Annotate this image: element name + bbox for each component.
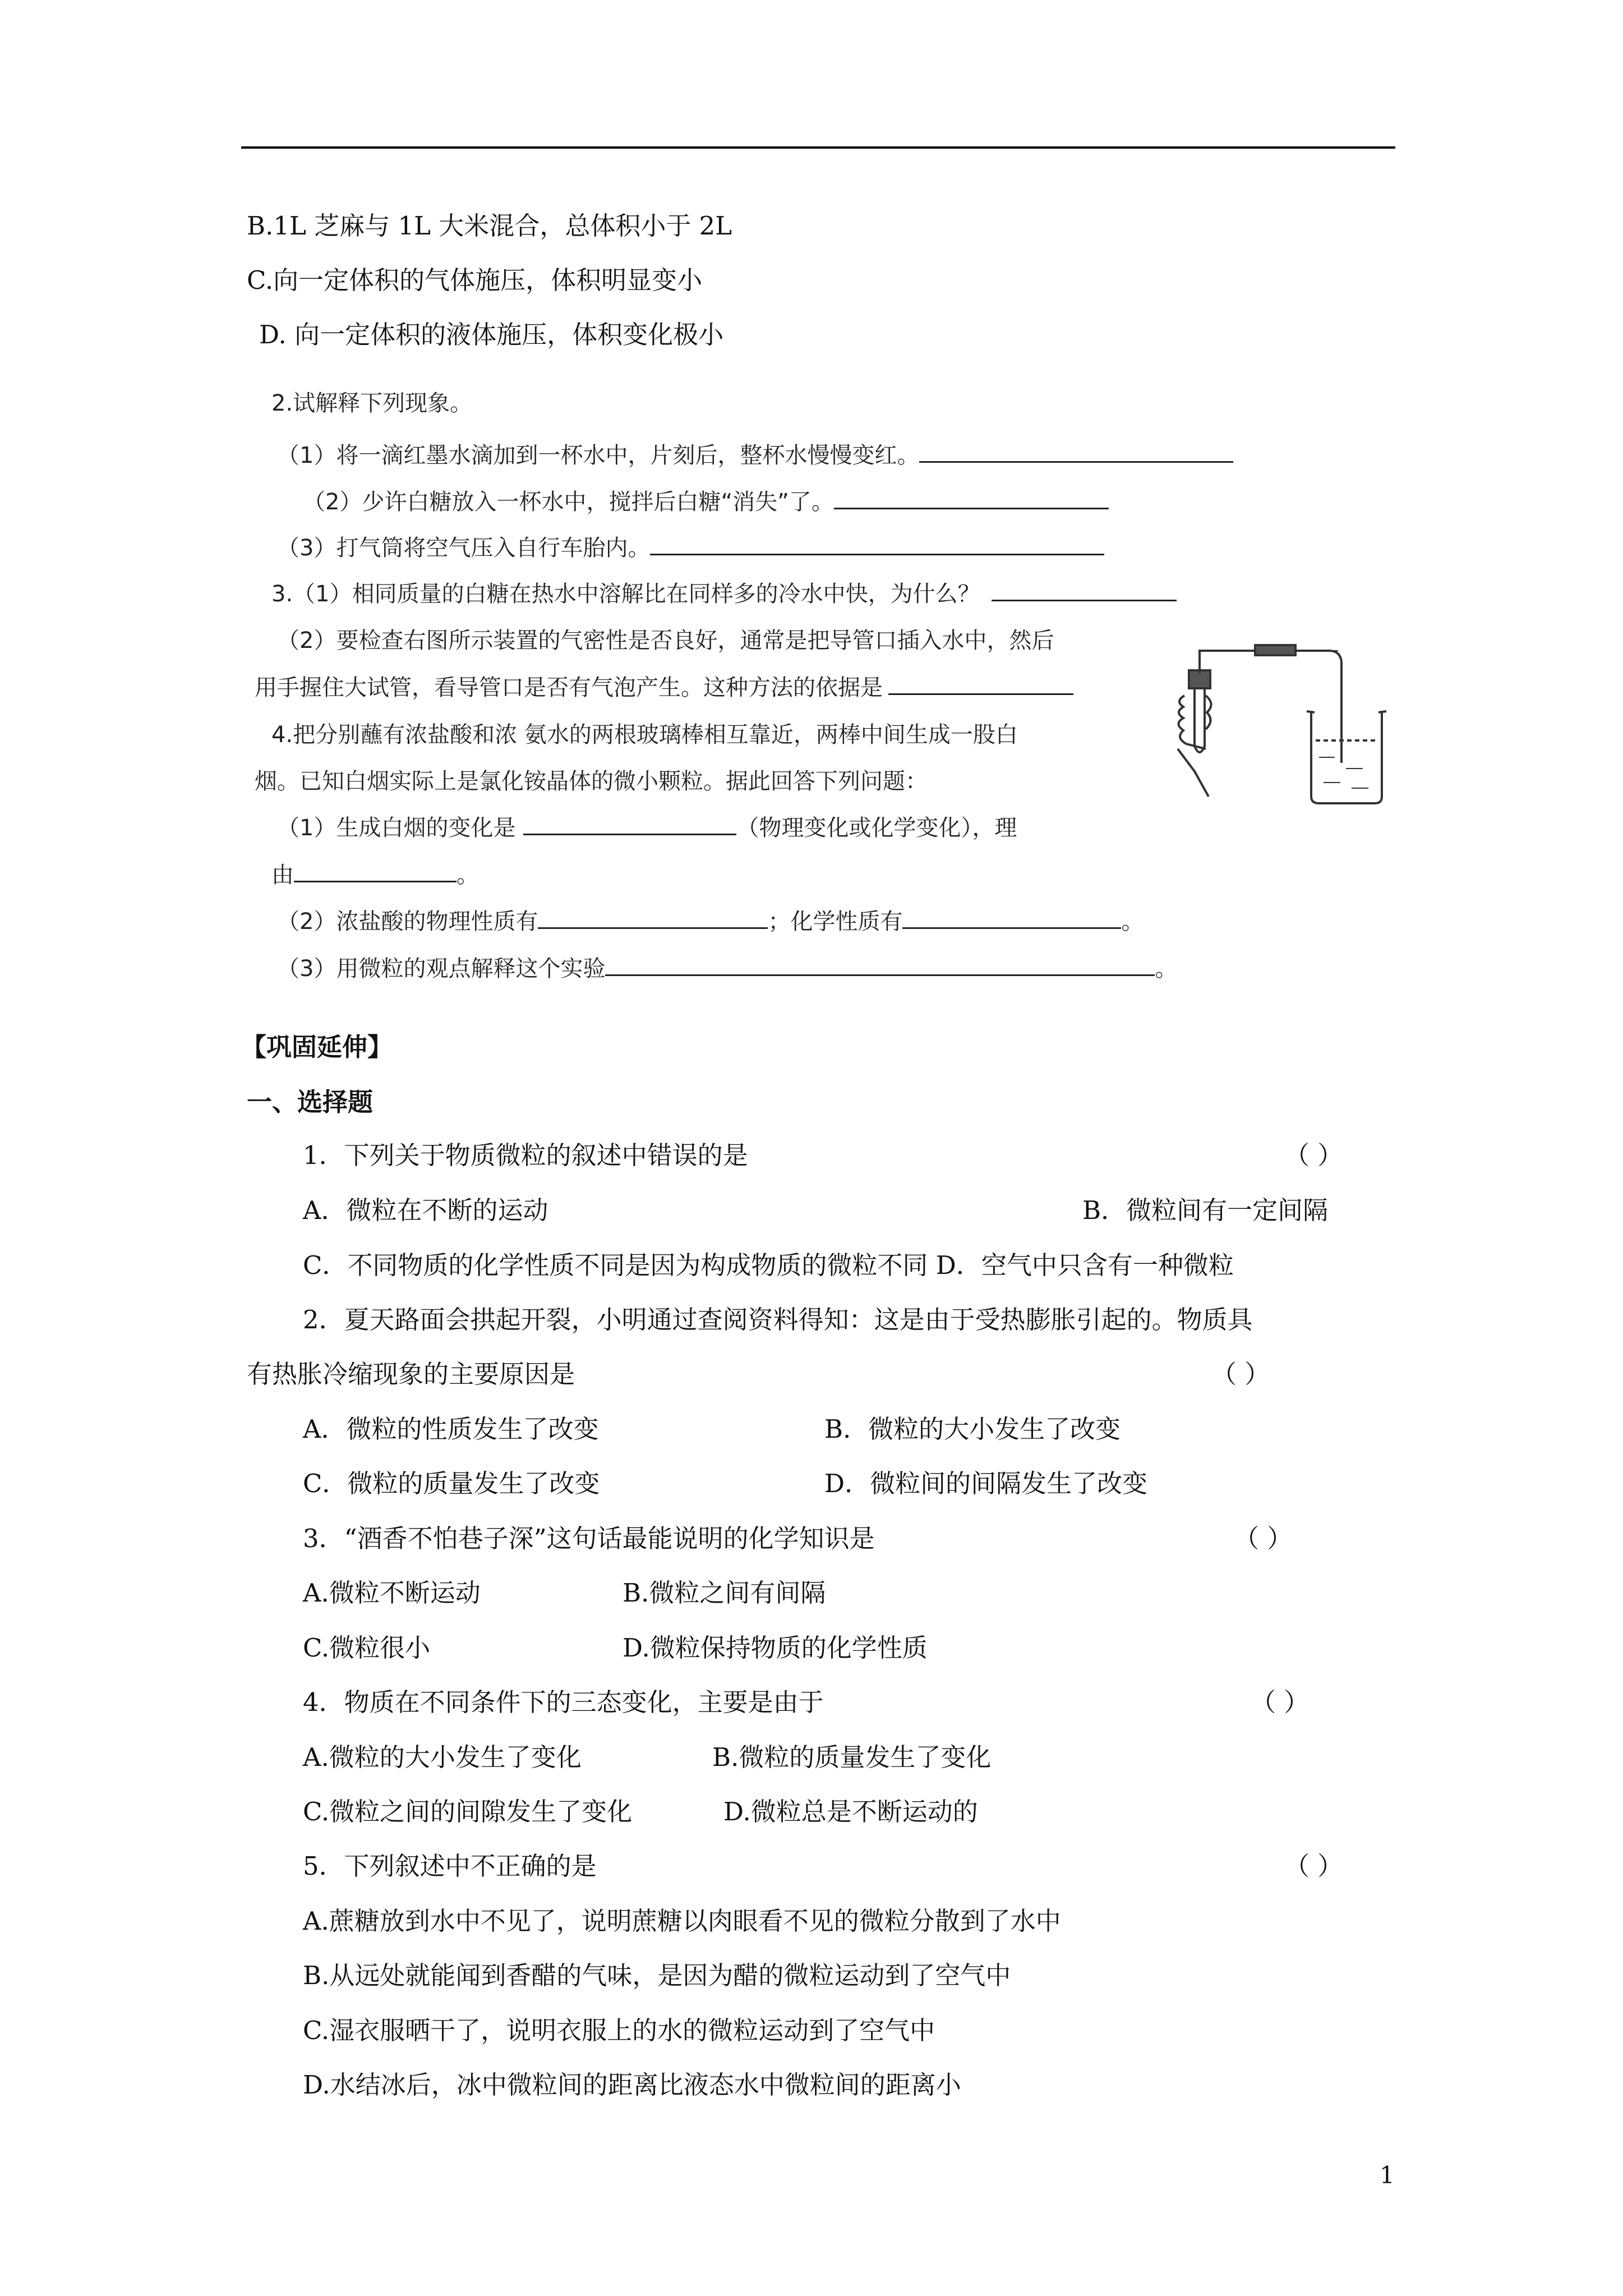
prev-option-d: D. 向一定体积的液体施压，体积变化极小	[259, 320, 724, 349]
answer-paren[interactable]: （ ）	[1284, 1851, 1343, 1881]
q2-sub-1: （1）将一滴红墨水滴加到一杯水中，片刻后，整杯水慢慢变红。	[277, 439, 1233, 472]
header-rule	[241, 146, 1395, 149]
q2-sub-2: （2）少许白糖放入一杯水中，搅拌后白糖“消失”了。	[303, 485, 1109, 519]
answer-blank[interactable]	[605, 952, 1155, 976]
mc-q3-option-b: B.微粒之间有间隔	[623, 1578, 826, 1608]
mc-q1-option-cd: C．不同物质的化学性质不同是因为构成物质的微粒不同 D．空气中只含有一种微粒	[303, 1250, 1234, 1280]
answer-paren[interactable]: （ ）	[1234, 1524, 1293, 1553]
answer-paren[interactable]: （ ）	[1284, 1140, 1343, 1170]
mc-q4-option-b: B.微粒的质量发生了变化	[712, 1742, 992, 1772]
section-subheading: 一、选择题	[247, 1087, 374, 1117]
q2-title: 2.试解释下列现象。	[271, 390, 473, 416]
mc-q2-option-b: B．微粒的大小发生了改变	[824, 1414, 1121, 1444]
mc-q3-option-d: D.微粒保持物质的化学性质	[623, 1633, 928, 1663]
mc-q2-stem-2: 有热胀冷缩现象的主要原因是	[247, 1359, 575, 1389]
answer-blank[interactable]	[902, 905, 1121, 929]
mc-q3-option-a: A.微粒不断运动	[303, 1578, 481, 1608]
mc-q1-option-b: B．微粒间有一定间隔	[1082, 1195, 1329, 1225]
q3-sub-2a: （2）要检查右图所示装置的气密性是否良好，通常是把导管口插入水中，然后	[277, 628, 1054, 654]
q2-sub-3: （3）打气筒将空气压入自行车胎内。	[277, 531, 1104, 565]
answer-paren[interactable]: （ ）	[1211, 1359, 1270, 1389]
q4-sub-1-reason: 由 。	[271, 858, 479, 892]
mc-q3-option-c: C.微粒很小	[303, 1633, 431, 1663]
q4-line-2: 烟。已知白烟实际上是氯化铵晶体的微小颗粒。据此回答下列问题：	[255, 769, 928, 794]
answer-blank[interactable]	[650, 531, 1104, 555]
page-number: 1	[1380, 2161, 1395, 2189]
apparatus-figure	[1172, 628, 1396, 808]
q4-line-1: 4.把分别蘸有浓盐酸和浓 氨水的两根玻璃棒相互靠近，两棒中间生成一股白	[271, 722, 1018, 748]
prev-option-c: C.向一定体积的气体施压，体积明显变小	[247, 265, 703, 295]
answer-blank[interactable]	[992, 577, 1177, 601]
mc-q5-option-a: A.蔗糖放到水中不见了，说明蔗糖以肉眼看不见的微粒分散到了水中	[303, 1906, 1061, 1936]
answer-blank[interactable]	[919, 439, 1233, 463]
mc-q4-option-a: A.微粒的大小发生了变化	[303, 1742, 582, 1772]
mc-q3-stem: 3．“酒香不怕巷子深”这句话最能说明的化学知识是	[303, 1524, 875, 1553]
q4-sub-2: （2）浓盐酸的物理性质有 ；化学性质有 。	[277, 905, 1144, 938]
mc-q4-stem: 4．物质在不同条件下的三态变化，主要是由于	[303, 1687, 824, 1717]
mc-q2-option-c: C．微粒的质量发生了改变	[303, 1469, 600, 1498]
mc-q5-stem: 5．下列叙述中不正确的是	[303, 1851, 597, 1881]
mc-q5-option-b: B.从远处就能闻到香醋的气味，是因为醋的微粒运动到了空气中	[303, 1961, 1011, 1990]
mc-q2-stem-1: 2．夏天路面会拱起开裂，小明通过查阅资料得知：这是由于受热膨胀引起的。物质具	[303, 1305, 1253, 1335]
q3-sub-1: 3.（1）相同质量的白糖在热水中溶解比在同样多的冷水中快，为什么？	[271, 577, 1177, 611]
mc-q1-stem: 1．下列关于物质微粒的叙述中错误的是	[303, 1140, 748, 1170]
answer-blank[interactable]	[523, 811, 736, 835]
mc-q4-option-c: C.微粒之间的间隙发生了变化	[303, 1797, 633, 1826]
q4-sub-3: （3）用微粒的观点解释这个实验 。	[277, 952, 1177, 986]
q4-sub-1: （1）生成白烟的变化是 （物理变化或化学变化），理	[277, 811, 1017, 845]
answer-blank[interactable]	[294, 858, 457, 882]
mc-q5-option-c: C.湿衣服晒干了，说明衣服上的水的微粒运动到了空气中	[303, 2016, 935, 2045]
mc-q2-option-a: A．微粒的性质发生了改变	[303, 1414, 599, 1444]
section-heading: 【巩固延伸】	[241, 1032, 393, 1062]
answer-paren[interactable]: （ ）	[1251, 1687, 1310, 1717]
answer-blank[interactable]	[834, 485, 1109, 509]
answer-blank[interactable]	[538, 905, 768, 929]
mc-q2-option-d: D．微粒间的间隔发生了改变	[824, 1469, 1148, 1498]
mc-q5-option-d: D.水结冰后，冰中微粒间的距离比液态水中微粒间的距离小	[303, 2070, 961, 2100]
q3-sub-2b: 用手握住大试管，看导管口是否有气泡产生。这种方法的依据是	[255, 671, 1073, 705]
mc-q1-option-a: A．微粒在不断的运动	[303, 1195, 548, 1225]
answer-blank[interactable]	[888, 671, 1073, 695]
prev-option-b: B.1L 芝麻与 1L 大米混合，总体积小于 2L	[247, 211, 732, 241]
mc-q4-option-d: D.微粒总是不断运动的	[723, 1797, 978, 1826]
